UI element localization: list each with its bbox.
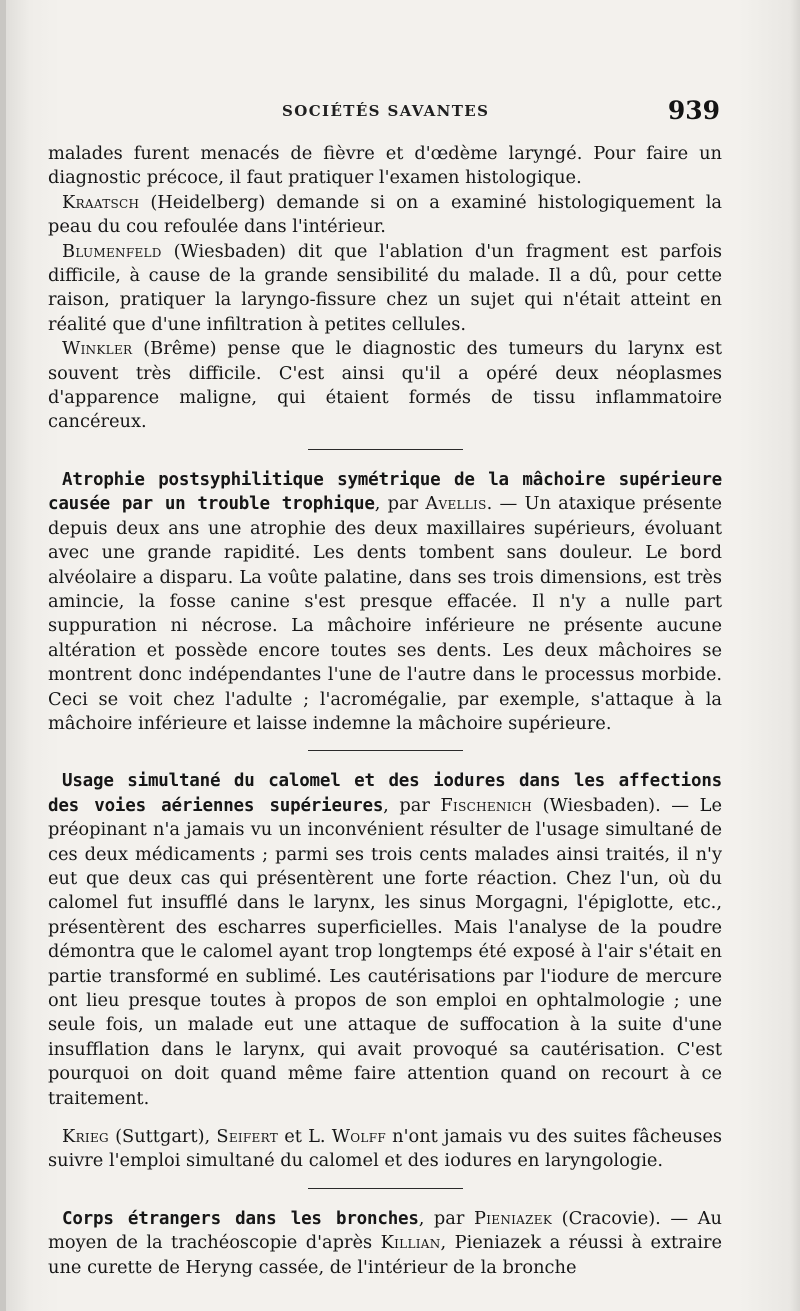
paragraph-kraatsch (48, 191, 722, 240)
section-calomel (48, 769, 722, 1111)
paragraph-text: n'ont jamais vu des suites fâcheuses suivre l'emploi simultané du calomel et des iodures en laryngologie. (48, 1126, 722, 1172)
speaker-name: Krieg (62, 1126, 109, 1148)
by-text: , par (383, 794, 441, 816)
speaker-name: Winkler (62, 338, 133, 360)
paragraph-text: et L. (278, 1126, 332, 1148)
section-title: Usage simultané du calomel et des iodures dans les affections des voies aériennes supérieures (48, 771, 722, 816)
section-divider (308, 750, 463, 751)
paragraph-blumenfeld (48, 240, 722, 338)
section-divider (308, 1188, 463, 1189)
body-text (48, 142, 722, 1280)
paragraph-winkler (48, 337, 722, 435)
speaker-name: Wolff (331, 1126, 386, 1148)
section-title: Corps étrangers dans les bronches (62, 1208, 419, 1229)
author-name: Pieniazek (473, 1207, 553, 1229)
section-title: Atrophie postsyphilitique symétrique de la mâchoire supérieure causée par un trouble trophique (48, 469, 722, 515)
paragraph-text: (Wiesbaden) dit que l'ablation d'un fragment est parfois difficile, à cause de la grande sensibilité du malade. Il a dû, pour cette raison, pratiquer la laryngo-fissure chez un sujet qui n'était atteint en réalité que d'une infiltration à petites cellules. (48, 240, 722, 335)
by-text: , par (374, 493, 426, 515)
running-title: SOCIÉTÉS SAVANTES (282, 102, 490, 120)
speaker-name: Kraatsch (62, 191, 140, 213)
paragraph-krieg (48, 1125, 722, 1174)
speaker-name: Seifert (216, 1126, 279, 1148)
section-text: , Pieniazek a réussi à extraire une curette de Heryng cassée, de l'intérieur de la bronche (48, 1232, 722, 1278)
section-corps-etrangers (48, 1207, 722, 1280)
section-divider (308, 449, 463, 450)
paragraph-text: (Heidelberg) demande si on a examiné histologiquement la peau du cou refoulée dans l'intérieur. (48, 191, 722, 238)
author-name: Avellis (425, 493, 487, 515)
section-atrophie (48, 468, 722, 736)
page-binding-edge (0, 0, 6, 1311)
section-text: . — Un ataxique présente depuis deux ans une atrophie des deux maxillaires supérieurs, évoluant avec une grande rapidité. Les dents tombent sans douleur. Le bord alvéolaire a disparu. La voûte palatine, dans ses trois dimensions, est très amincie, la fosse canine s'est presque effacée. Il n'y a nulle part suppuration ni nécrose. La mâchoire inférieure ne présente aucune altération et possède encore toutes ses dents. Les deux mâchoires se montrent donc indépendantes l'une de l'autre dans le processus morbide. Ceci se voit chez l'adulte ; l'acromégalie, par exemple, s'attaque à la mâchoire inférieure et laisse indemne la mâchoire supérieure. (48, 493, 722, 734)
paragraph-text: (Brême) pense que le diagnostic des tumeurs du larynx est souvent très difficile. C'est ainsi qu'il a opéré deux néoplasmes d'apparence maligne, qui étaient formés de tissu inflammatoire cancéreux. (48, 338, 722, 433)
section-text: (Cracovie). — Au moyen de la trachéoscopie d'après (48, 1207, 722, 1254)
page-header (48, 96, 720, 136)
author-name: Fischenich (440, 794, 533, 816)
section-text: (Wiesbaden). — Le préopinant n'a jamais vu un inconvénient résulter de l'usage simultané de ces deux médicaments ; parmi ses trois cents malades ainsi traités, il n'y eut que deux cas qui présentèrent une forte réaction. Chez l'un, où du calomel fut insufflé dans le larynx, les sinus Morgagni, l'épiglotte, etc., présentèrent des escharres superficielles. Mais l'analyse de la poudre démontra que le calomel ayant trop longtemps été exposé à l'air s'était en partie transformé en sublimé. Les cautérisations par l'iodure de mercure ont lieu presque toutes à propos de son emploi en ophtalmologie ; une seule fois, un malade eut une attaque de suffocation à la suite d'une insufflation dans le larynx, qui avait provoqué sa cautérisation. C'est pourquoi on doit quand même faire attention quand on recourt à ce traitement. (48, 794, 722, 1109)
speaker-name: Blumenfeld (62, 240, 162, 262)
paragraph-continuation: malades furent menacés de fièvre et d'œdème laryngé. Pour faire un diagnostic précoce, il faut pratiquer l'examen histologique. (48, 143, 722, 189)
by-text: , par (418, 1207, 474, 1229)
page-number: 939 (667, 96, 720, 125)
paragraph-text: (Suttgart), (108, 1126, 217, 1148)
cited-name: Killian (380, 1232, 441, 1254)
